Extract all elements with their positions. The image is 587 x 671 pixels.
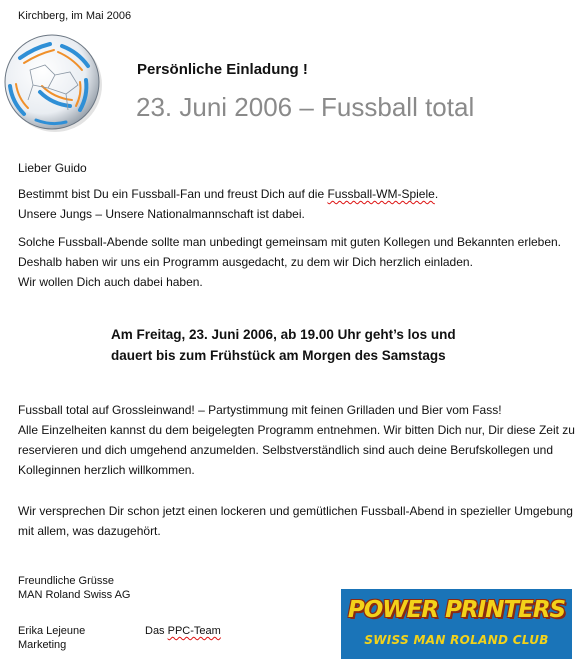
letter-title: Persönliche Einladung ! [137, 61, 308, 78]
signer-block [18, 624, 85, 652]
closing-regards: Freundliche Grüsse [18, 575, 114, 587]
place-date: Kirchberg, im Mai 2006 [18, 10, 132, 22]
spellcheck-marked-text: Fussball-WM-Spiele [327, 187, 435, 201]
highlight-line: Am Freitag, 23. Juni 2006, ab 19.00 Uhr geht’s los und [111, 327, 456, 342]
greeting: Lieber Guido [18, 161, 87, 175]
logo-main-text: POWER PRINTERS [347, 597, 566, 623]
paragraph-line: Alle Einzelheiten kannst du dem beigelegten Programm entnehmen. Wir bitten Dich nur, Dir diese Zeit zu [18, 423, 575, 437]
spellcheck-marked-text: PPC-Team [167, 625, 221, 637]
paragraph-line: reservieren und dich umgehend anzumelden. Selbstverständlich sind auch deine Berufskollegen und [18, 443, 554, 457]
paragraph-line: Unsere Jungs – Unsere Nationalmannschaft ist dabei. [18, 207, 305, 221]
logo-sub-text: SWISS MAN ROLAND CLUB [364, 633, 549, 647]
text-segment: . [434, 187, 439, 201]
paragraph-line: Wir wollen Dich auch dabei haben. [18, 275, 203, 289]
closing-company: MAN Roland Swiss AG [18, 589, 131, 601]
text-segment: Das [145, 625, 168, 637]
closing-block [18, 574, 130, 602]
text-segment: Bestimmt bist Du ein Fussball-Fan und freust Dich auf die [18, 187, 328, 201]
paragraph-1 [18, 184, 578, 224]
soccer-ball-icon [0, 30, 104, 134]
paragraph-line: mit allem, was dazugehört. [18, 524, 161, 538]
highlight-line: dauert bis zum Frühstück am Morgen des Samstags [111, 348, 446, 363]
power-printers-logo [341, 589, 572, 659]
letter-subtitle: 23. Juni 2006 – Fussball total [136, 92, 475, 122]
paragraph-4 [18, 501, 578, 541]
paragraph-line [18, 184, 578, 204]
signer-department: Marketing [18, 639, 67, 651]
paragraph-line: Wir versprechen Dir schon jetzt einen lockeren und gemütlichen Fussball-Abend in spezieller Umgebung [18, 504, 573, 518]
paragraph-line: Deshalb haben wir uns ein Programm ausgedacht, zu dem wir Dich herzlich einladen. [18, 255, 473, 269]
team-signature [145, 624, 221, 638]
paragraph-line: Solche Fussball-Abende sollte man unbedingt gemeinsam mit guten Kollegen und Bekannten erleben. [18, 235, 562, 249]
paragraph-3 [18, 400, 578, 480]
signer-name: Erika Lejeune [18, 625, 86, 637]
event-highlight [111, 324, 456, 366]
paragraph-2 [18, 232, 578, 292]
paragraph-line: Fussball total auf Grossleinwand! – Partystimmung mit feinen Grilladen und Bier vom Fass! [18, 403, 502, 417]
paragraph-line: Kolleginnen herzlich willkommen. [18, 463, 195, 477]
